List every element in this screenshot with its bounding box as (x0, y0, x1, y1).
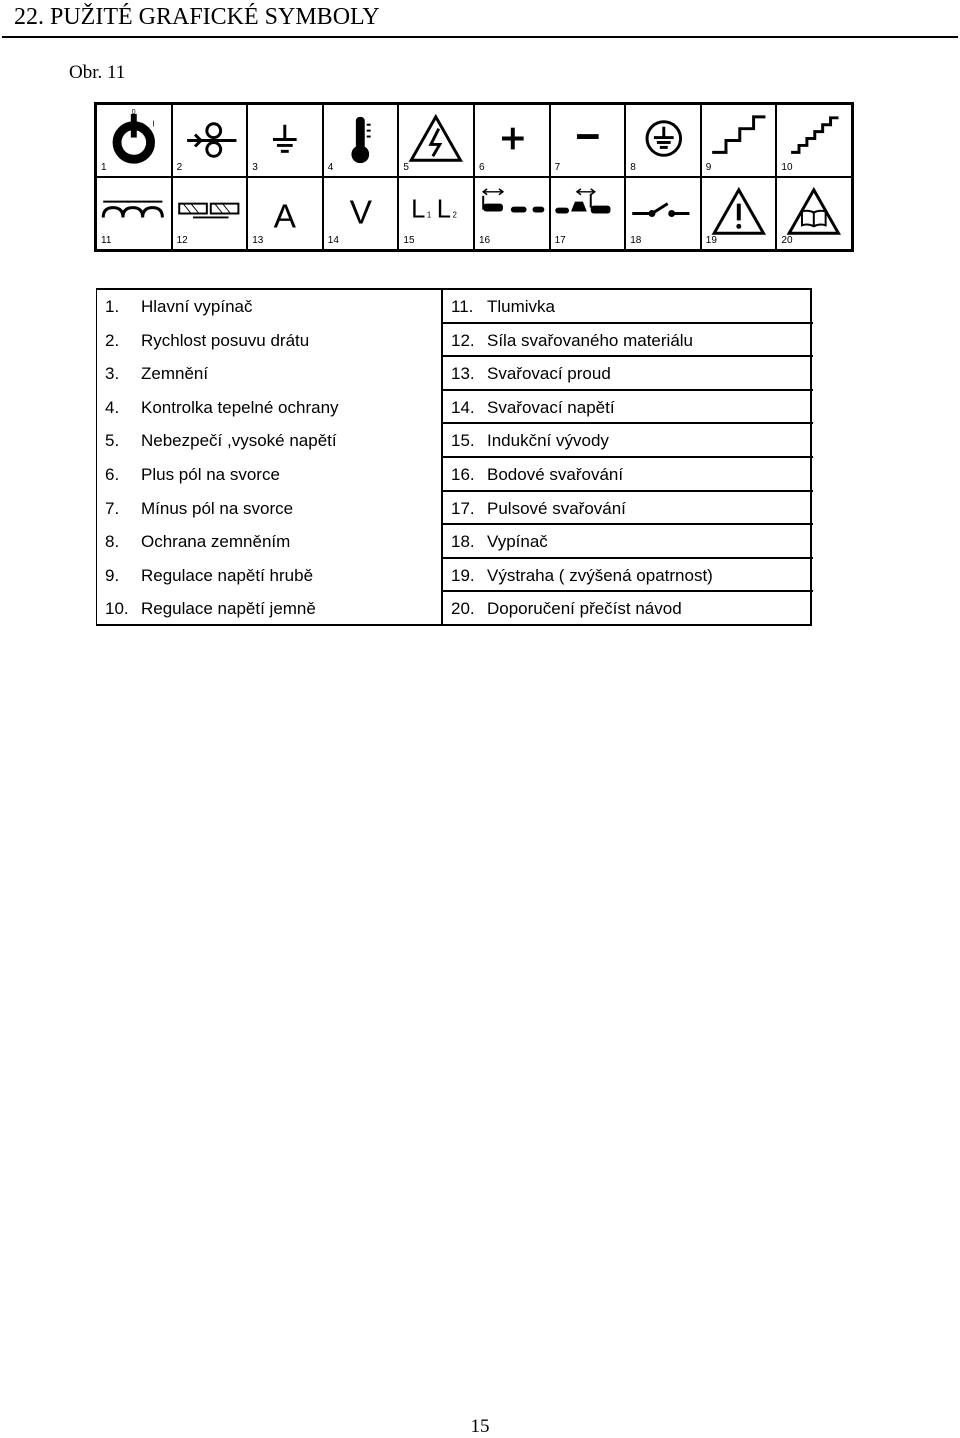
symbol-cell (626, 105, 700, 176)
symbol-cell (173, 178, 247, 249)
svg-text:L: L (437, 195, 452, 224)
legend-row (97, 391, 442, 425)
symbol-legend-table (96, 288, 812, 626)
legend-text: Nebezpečí ,vysoké napětí (141, 431, 337, 451)
page-title: 22. PUŽITÉ GRAFICKÉ SYMBOLY (14, 4, 380, 30)
symbol-cell (475, 105, 549, 176)
legend-number: 12. (451, 330, 475, 350)
legend-text: Tlumivka (487, 297, 556, 316)
legend-number: 4. (105, 397, 120, 417)
legend-text: Vypínač (487, 532, 548, 552)
symbol-number: 8 (630, 162, 636, 173)
legend-row (97, 324, 442, 358)
svg-text:0: 0 (131, 108, 136, 116)
legend-text: Svařovací proud (487, 364, 611, 384)
legend-number: 20. (451, 599, 475, 619)
symbol-cell (702, 105, 776, 176)
legend-number: 13. (451, 364, 475, 384)
legend-row (443, 492, 813, 526)
symbol-number: 15 (403, 235, 415, 246)
legend-row (443, 592, 813, 626)
legend-text: Ochrana zemněním (141, 532, 291, 552)
legend-row (97, 559, 442, 593)
legend-row (443, 424, 813, 458)
symbol-cell (777, 178, 851, 249)
high-voltage-warning-icon (399, 105, 473, 176)
legend-number: 9. (105, 565, 120, 585)
svg-text:2: 2 (452, 210, 458, 220)
plus-pole-icon (475, 105, 549, 176)
symbol-number: 3 (252, 162, 258, 173)
legend-text: Bodové svařování (487, 464, 624, 484)
legend-number: 1. (105, 297, 120, 316)
symbol-number: 6 (478, 162, 485, 173)
symbol-number: 9 (705, 162, 712, 173)
minus-pole-icon (551, 105, 625, 176)
symbol-number: 7 (554, 162, 561, 173)
legend-row (97, 525, 442, 559)
symbol-cell (551, 105, 625, 176)
legend-text: Výstraha ( zvýšená opatrnost) (487, 565, 713, 585)
page-number: 15 (470, 1416, 490, 1437)
page-heading-bar (2, 2, 958, 38)
symbol-cell (399, 105, 473, 176)
svg-text:V: V (349, 194, 372, 232)
main-switch-dial-icon (97, 105, 171, 176)
symbol-cell (777, 105, 851, 176)
symbol-cell (475, 178, 549, 249)
svg-text:I: I (152, 119, 155, 129)
legend-number: 8. (105, 532, 120, 552)
legend-text: Hlavní vypínač (141, 297, 253, 316)
symbol-number: 16 (478, 235, 491, 246)
symbol-number: 18 (630, 235, 642, 246)
legend-row (97, 424, 442, 458)
symbol-number: 17 (554, 235, 566, 246)
legend-number: 7. (105, 498, 120, 518)
legend-row (443, 324, 813, 358)
symbol-number: 1 (101, 162, 107, 173)
legend-row (443, 559, 813, 593)
legend-row (443, 290, 813, 324)
legend-number: 19. (451, 565, 475, 585)
symbol-cell (97, 178, 171, 249)
symbol-cell (248, 105, 322, 176)
symbol-number: 4 (327, 162, 334, 173)
symbol-cell (399, 178, 473, 249)
legend-row (443, 357, 813, 391)
symbol-number: 13 (252, 235, 264, 246)
legend-text: Plus pól na svorce (141, 464, 280, 484)
legend-row (97, 458, 442, 492)
legend-text: Indukční vývody (487, 431, 609, 451)
legend-number: 11. (451, 297, 474, 316)
legend-text: Kontrolka tepelné ochrany (141, 397, 339, 417)
legend-row (97, 357, 442, 391)
legend-row (97, 492, 442, 526)
legend-number: 14. (451, 397, 475, 417)
legend-number: 17. (451, 498, 475, 518)
legend-text: Zemnění (141, 364, 209, 384)
symbol-number: 20 (781, 235, 793, 246)
legend-text: Doporučení přečíst návod (487, 599, 682, 619)
symbol-cell (173, 105, 247, 176)
symbol-cell (324, 178, 398, 249)
legend-text: Regulace napětí hrubě (141, 565, 314, 585)
svg-text:1: 1 (427, 210, 432, 220)
symbol-number: 5 (403, 162, 409, 173)
symbol-cell (248, 178, 322, 249)
symbol-cell (324, 105, 398, 176)
symbol-cell (702, 178, 776, 249)
wire-feed-rollers-icon (173, 105, 247, 176)
legend-row (443, 391, 813, 425)
legend-row (443, 525, 813, 559)
legend-text: Rychlost posuvu drátu (141, 330, 310, 350)
legend-text: Mínus pól na svorce (141, 498, 294, 518)
svg-text:L: L (411, 195, 426, 224)
legend-text: Pulsové svařování (487, 498, 626, 518)
symbol-cell (551, 178, 625, 249)
legend-text: Svařovací napětí (487, 397, 615, 417)
legend-number: 16. (451, 464, 475, 484)
symbol-number: 19 (705, 235, 717, 246)
legend-text: Síla svařovaného materiálu (487, 330, 694, 350)
legend-number: 15. (451, 431, 475, 451)
symbol-number: 14 (327, 235, 339, 246)
symbol-number: 2 (176, 162, 183, 173)
legend-number: 6. (105, 464, 120, 484)
legend-column-left (97, 290, 442, 624)
symbol-number: 12 (176, 235, 188, 246)
symbol-cell (626, 178, 700, 249)
symbol-grid (94, 102, 854, 252)
legend-number: 10. (105, 599, 129, 619)
legend-number: 18. (451, 532, 475, 552)
svg-text:A: A (273, 198, 297, 236)
legend-row (97, 290, 442, 324)
legend-number: 3. (105, 364, 120, 384)
protective-earth-icon (626, 105, 700, 176)
coarse-steps-icon (702, 105, 776, 176)
legend-row (97, 592, 442, 626)
legend-row (443, 458, 813, 492)
legend-number: 5. (105, 431, 120, 451)
symbol-number: 11 (101, 235, 112, 246)
symbol-number: 10 (781, 162, 793, 173)
symbol-cell (97, 105, 171, 176)
earth-ground-icon (248, 105, 322, 176)
legend-text: Regulace napětí jemně (141, 599, 316, 619)
figure-label: Obr. 11 (69, 62, 126, 83)
legend-number: 2. (105, 330, 120, 350)
legend-column-right (441, 290, 813, 624)
thermometer-icon (324, 105, 398, 176)
